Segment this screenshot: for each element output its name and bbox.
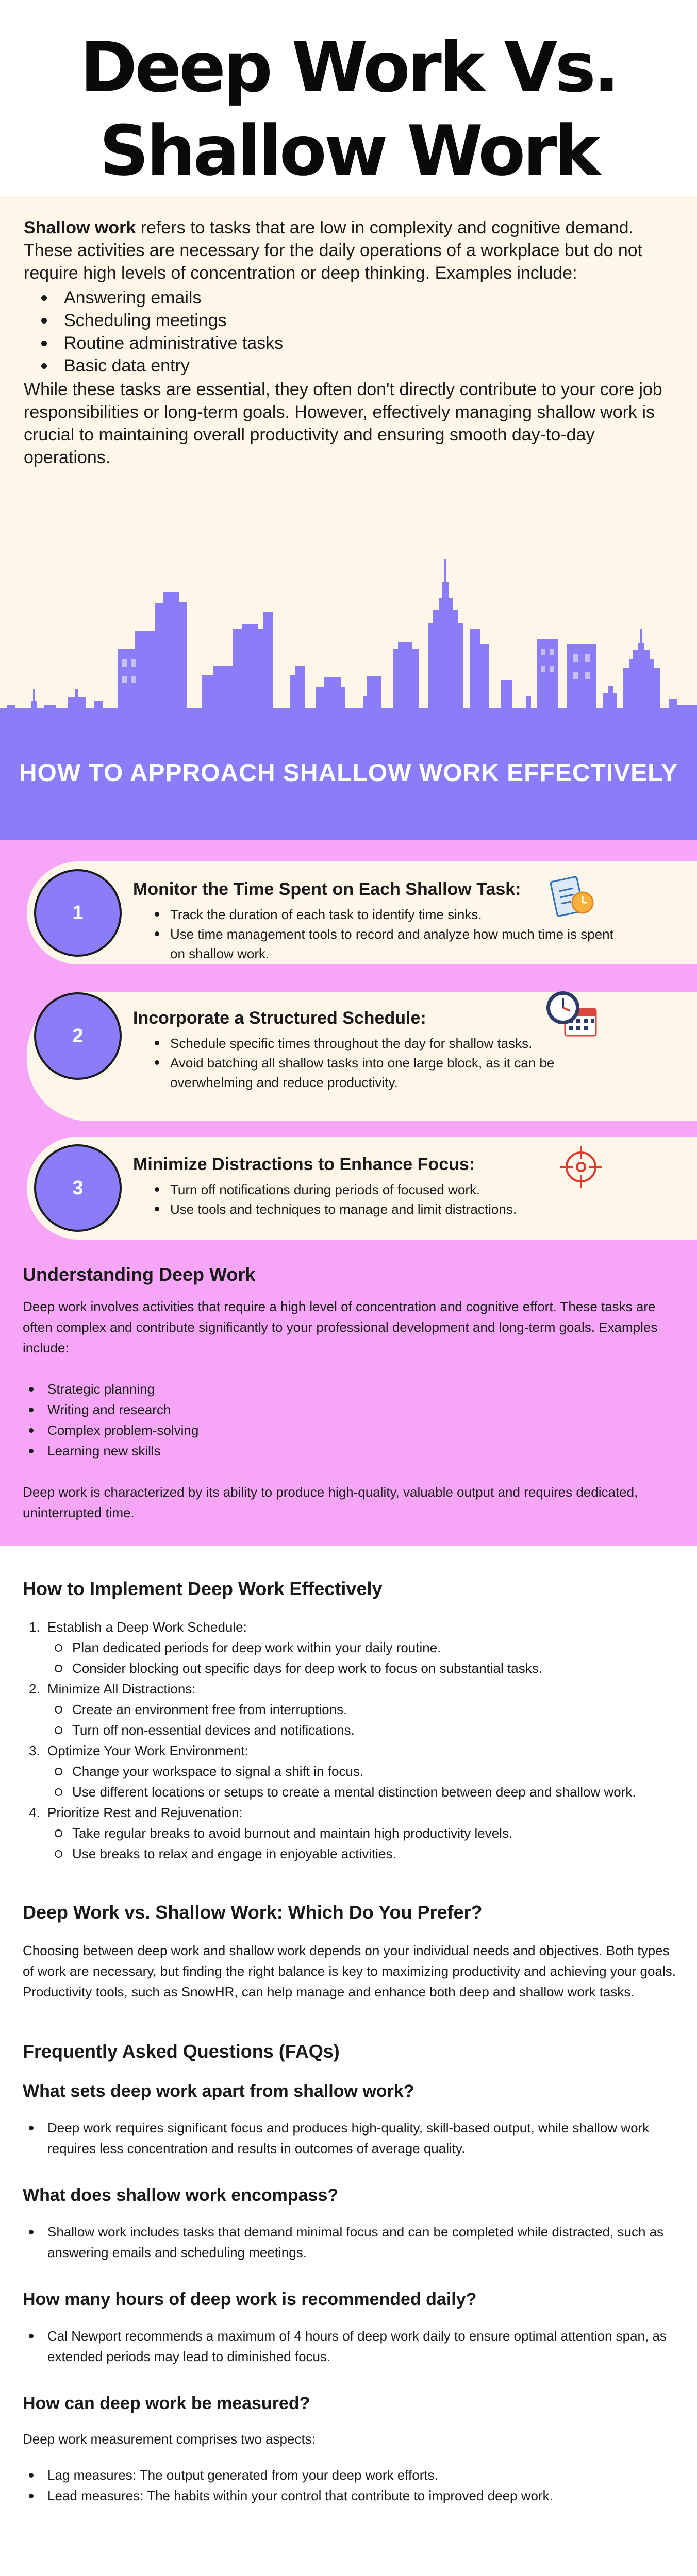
sub-item: Take regular breaks to avoid burnout and maintain high productivity levels. <box>47 1823 677 1843</box>
intro-paragraph <box>24 216 668 284</box>
sub-item: Consider blocking out specific days for deep work to focus on substantial tasks. <box>47 1658 677 1679</box>
faq-answer <box>23 2117 677 2159</box>
sub-item: Use different locations or setups to create a mental distinction between deep and shallow work. <box>47 1782 677 1802</box>
approach-heading: HOW TO APPROACH SHALLOW WORK EFFECTIVELY <box>19 759 678 787</box>
list-item: Use time management tools to record and analyze how much time is spent on shallow work. <box>153 924 617 963</box>
faq-answer-intro: Deep work measurement comprises two aspects: <box>23 2431 316 2447</box>
shallow-work-intro <box>0 196 697 752</box>
item-number: 1. <box>29 1619 40 1635</box>
item-number: 2. <box>29 1681 40 1697</box>
list-item: Lag measures: The output generated from your deep work efforts. <box>23 2465 677 2485</box>
faq-question: What sets deep work apart from shallow work? <box>23 2081 414 2101</box>
step-card-3 <box>27 1137 697 1240</box>
page-title <box>0 26 697 193</box>
title-block <box>0 0 697 196</box>
list-item: Schedule specific times throughout the day for shallow tasks. <box>153 1033 617 1053</box>
sub-item: Turn off non-essential devices and notifications. <box>47 1720 677 1740</box>
faq-heading: Frequently Asked Questions (FAQs) <box>23 2041 340 2062</box>
step-title: Minimize Distractions to Enhance Focus: <box>133 1155 475 1174</box>
deep-work-examples <box>23 1379 677 1461</box>
sub-item: Plan dedicated periods for deep work within your daily routine. <box>47 1637 677 1658</box>
list-item: Turn off notifications during periods of focused work. <box>153 1180 617 1199</box>
clipboard-clock-icon <box>549 871 598 920</box>
intro-closing: While these tasks are essential, they often don't directly contribute to your core job responsibilities or long-term goals. However, effectively managing shallow work is crucial to maintaining overall productivity and ensuring smooth day-to-day operations. <box>24 380 662 467</box>
deep-work-intro: Deep work involves activities that require a high level of concentration and cognitive effort. These tasks are often complex and contribute significantly to your professional development and long-term goals. Examples include: <box>23 1299 658 1355</box>
list-item <box>23 1740 677 1802</box>
step-points <box>153 1180 617 1219</box>
item-label: Minimize All Distractions: <box>47 1681 196 1697</box>
list-item: Complex problem-solving <box>23 1420 677 1440</box>
list-item: Cal Newport recommends a maximum of 4 hours of deep work daily to ensure optimal attention span, as extended periods may lead to diminished focus. <box>23 2326 677 2367</box>
faq-question: How can deep work be measured? <box>23 2394 310 2413</box>
list-item: Use tools and techniques to manage and limit distractions. <box>153 1199 617 1219</box>
versus-heading: Deep Work vs. Shallow Work: Which Do You Prefer? <box>23 1902 483 1923</box>
step-number-badge: 3 <box>34 1144 122 1232</box>
understanding-deep-work <box>23 1262 677 1523</box>
step-number-badge: 2 <box>34 992 122 1080</box>
implement-list <box>23 1617 677 1864</box>
page-title-line-2: Shallow Work <box>99 111 598 191</box>
list-item <box>23 1617 677 1679</box>
sub-item: Change your workspace to signal a shift in focus. <box>47 1761 677 1782</box>
faq-question: How many hours of deep work is recommended daily? <box>23 2290 477 2309</box>
approach-section <box>0 840 697 1546</box>
step-points <box>153 1033 617 1092</box>
intro-text <box>24 216 668 469</box>
list-item: Track the duration of each task to identify time sinks. <box>153 905 617 924</box>
faq-answer <box>23 2326 677 2367</box>
item-label: Optimize Your Work Environment: <box>47 1743 248 1758</box>
faq-answer <box>23 2465 677 2506</box>
list-item <box>23 1679 677 1740</box>
step-number-badge: 1 <box>34 869 122 957</box>
list-item: Strategic planning <box>23 1379 677 1399</box>
lower-content <box>23 1577 677 2506</box>
list-item: Writing and research <box>23 1399 677 1420</box>
shallow-examples-list <box>24 286 668 377</box>
list-item: Avoid batching all shallow tasks into one large block, as it can be overwhelming and reduce productivity. <box>153 1053 617 1092</box>
step-points <box>153 905 617 963</box>
page-title-line-1: Deep Work Vs. <box>80 27 617 108</box>
deep-work-heading: Understanding Deep Work <box>23 1264 256 1285</box>
deep-work-closing: Deep work is characterized by its ability to produce high-quality, valuable output and requires dedicated, uninterrupted time. <box>23 1484 638 1520</box>
approach-heading-band <box>0 742 697 840</box>
step-card-2 <box>27 992 697 1121</box>
step-title: Incorporate a Structured Schedule: <box>133 1008 426 1028</box>
item-label: Establish a Deep Work Schedule: <box>47 1619 247 1635</box>
intro-lead-bold: Shallow work <box>24 218 136 238</box>
sub-item: Use breaks to relax and engage in enjoyable activities. <box>47 1843 677 1864</box>
faq-question: What does shallow work encompass? <box>23 2185 339 2205</box>
item-number: 4. <box>29 1805 40 1820</box>
list-item: Lead measures: The habits within your control that contribute to improved deep work. <box>23 2485 677 2506</box>
implement-heading: How to Implement Deep Work Effectively <box>23 1578 383 1599</box>
item-label: Prioritize Rest and Rejuvenation: <box>47 1805 243 1820</box>
item-number: 3. <box>29 1743 40 1758</box>
city-skyline-illustration <box>0 474 697 752</box>
sub-item: Create an environment free from interruptions. <box>47 1699 677 1720</box>
list-item: Basic data entry <box>24 354 668 377</box>
clock-calendar-icon <box>542 988 599 1040</box>
list-item: Deep work requires significant focus and produces high-quality, skill-based output, while shallow work requires less concentration and results in outcomes of average quality. <box>23 2117 677 2159</box>
list-item: Scheduling meetings <box>24 309 668 332</box>
list-item: Answering emails <box>24 286 668 309</box>
list-item: Shallow work includes tasks that demand minimal focus and can be completed while distracted, such as answering emails and scheduling meetings. <box>23 2222 677 2263</box>
list-item <box>23 1802 677 1864</box>
faq-answer <box>23 2222 677 2263</box>
intro-lead-rest: refers to tasks that are low in complexity and cognitive demand. These activities are necessary for the daily operations of a workplace but do not require high levels of concentration or deep thinking. Examples include: <box>24 218 643 283</box>
list-item: Routine administrative tasks <box>24 332 668 354</box>
versus-body: Choosing between deep work and shallow work depends on your individual needs and objectives. Both types of work are necessary, but finding the right balance is key to maximizing productivity and achieving your goals. Productivity tools, such as SnowHR, can help manage and enhance both deep and shallow work tasks. <box>23 1943 676 1999</box>
list-item: Learning new skills <box>23 1440 677 1461</box>
target-crosshair-icon <box>558 1144 604 1190</box>
step-title: Monitor the Time Spent on Each Shallow Task: <box>133 879 521 899</box>
step-card-1 <box>27 861 697 964</box>
